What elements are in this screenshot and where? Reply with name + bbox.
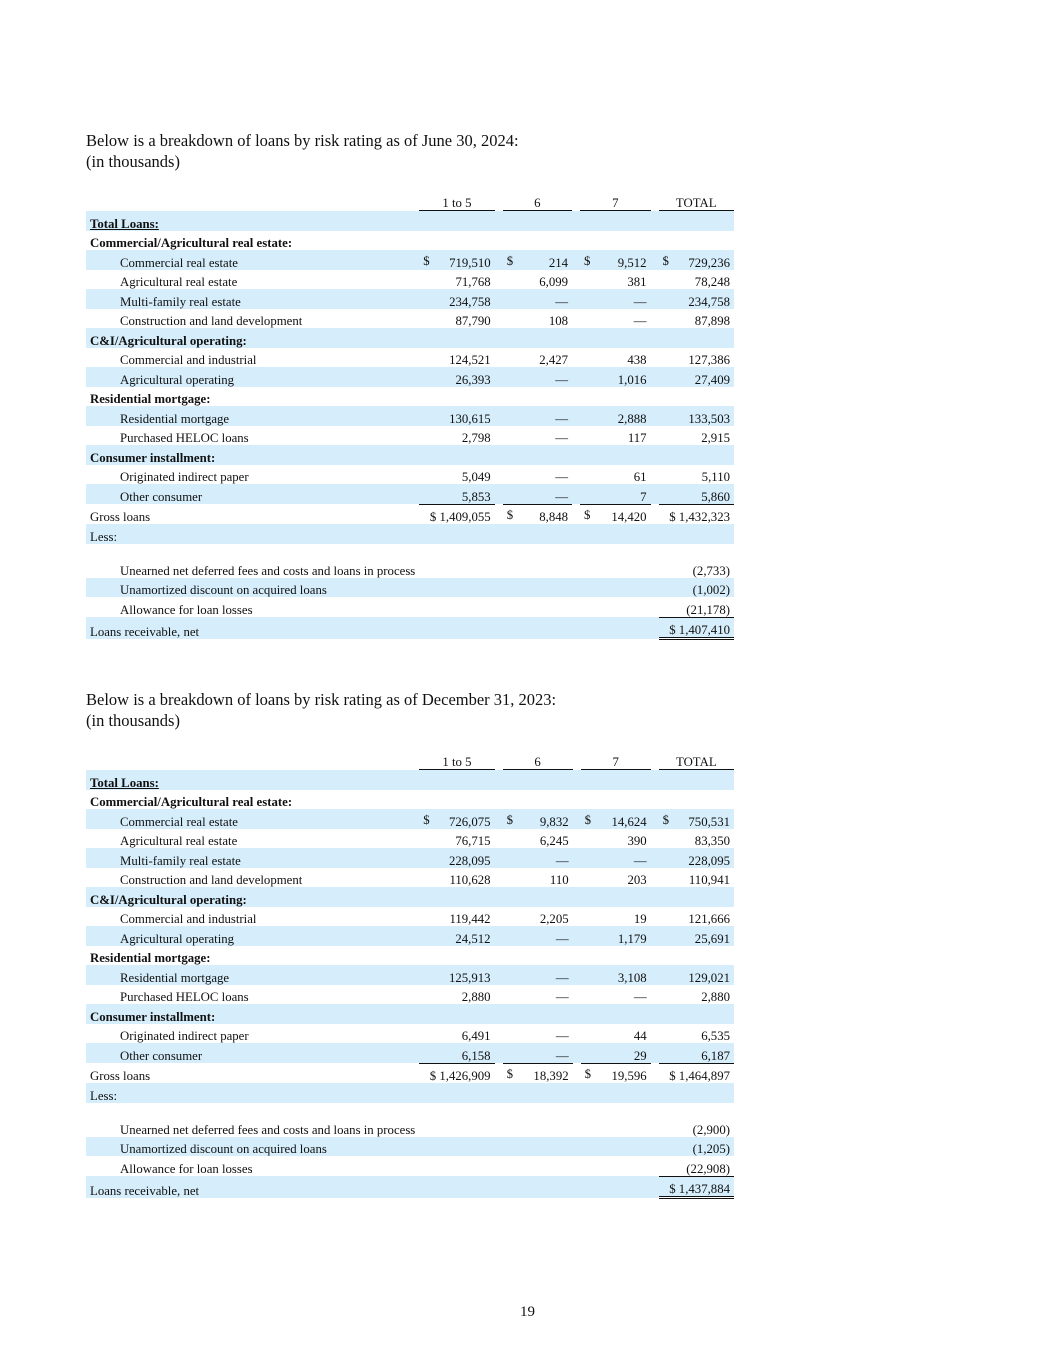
section-header: C&I/Agricultural operating: bbox=[86, 328, 419, 348]
table-row bbox=[86, 465, 734, 485]
row-label: Unearned net deferred fees and costs and loans in process bbox=[120, 563, 416, 578]
table-row bbox=[86, 597, 734, 617]
table-row bbox=[86, 445, 734, 465]
cell-value: 5,110 bbox=[701, 470, 730, 484]
table-row bbox=[86, 907, 734, 927]
table-row bbox=[86, 387, 734, 407]
cell-value: 2,427 bbox=[539, 353, 569, 367]
cell-value: (1,205) bbox=[659, 1137, 734, 1157]
row-label: Agricultural real estate bbox=[120, 275, 238, 289]
cell-value: 125,913 bbox=[419, 965, 494, 985]
column-header-row bbox=[86, 192, 734, 211]
gross-loans-row bbox=[86, 1063, 734, 1083]
row-label: Unearned net deferred fees and costs and loans in process bbox=[120, 1122, 416, 1137]
table-row bbox=[86, 926, 734, 946]
cell-value: 6,187 bbox=[659, 1043, 734, 1063]
section-header: Commercial/Agricultural real estate: bbox=[90, 236, 293, 250]
table-row bbox=[86, 770, 734, 790]
cell-value: 110,628 bbox=[449, 873, 491, 887]
cell-value: 228,095 bbox=[659, 848, 734, 868]
table-row bbox=[86, 348, 734, 368]
cell-value: 2,915 bbox=[701, 431, 730, 445]
row-label: Unamortized discount on acquired loans bbox=[86, 1137, 419, 1157]
table-row bbox=[86, 270, 734, 290]
cell-value: (21,178) bbox=[686, 602, 730, 617]
net-loans-row bbox=[86, 617, 734, 639]
row-label: Total Loans: bbox=[86, 770, 419, 790]
cell-value: (1,002) bbox=[659, 578, 734, 598]
cell-value: 71,768 bbox=[455, 275, 491, 289]
row-label: Gross loans bbox=[90, 1069, 151, 1083]
cell-value: 121,666 bbox=[688, 912, 730, 926]
table-row bbox=[86, 946, 734, 966]
cell-value: 130,615 bbox=[419, 406, 494, 426]
section-header: Consumer installment: bbox=[86, 1004, 419, 1024]
cell-value: $ 8,848 bbox=[503, 504, 572, 524]
section-intro bbox=[86, 130, 786, 172]
row-label: Unamortized discount on acquired loans bbox=[86, 578, 419, 598]
cell-value: — bbox=[555, 470, 569, 484]
cell-value: 5,049 bbox=[461, 470, 491, 484]
cell-value: $ 19,596 bbox=[581, 1063, 651, 1083]
cell-value: 6,491 bbox=[461, 1029, 491, 1043]
table-row bbox=[86, 231, 734, 251]
cell-value: — bbox=[581, 848, 651, 868]
cell-value: — bbox=[555, 431, 569, 445]
row-label: Agricultural operating bbox=[86, 367, 419, 387]
cell-value: (2,733) bbox=[692, 563, 730, 578]
row-label: Purchased HELOC loans bbox=[120, 990, 249, 1004]
cell-value: $ 719,510 bbox=[419, 250, 494, 270]
column-header: 1 to 5 bbox=[419, 751, 494, 770]
row-label: Multi-family real estate bbox=[86, 848, 419, 868]
cell-value: $ 9,832 bbox=[503, 809, 573, 829]
row-label: Allowance for loan losses bbox=[120, 1162, 253, 1176]
cell-value: $ 729,236 bbox=[659, 250, 734, 270]
row-label: Commercial and industrial bbox=[120, 912, 257, 926]
cell-value: $ 750,531 bbox=[659, 809, 734, 829]
cell-value: 25,691 bbox=[659, 926, 734, 946]
cell-value: 133,503 bbox=[659, 406, 734, 426]
cell-value: 24,512 bbox=[419, 926, 494, 946]
cell-value: $ 1,409,055 bbox=[419, 504, 494, 524]
cell-value: $ 1,437,884 bbox=[659, 1176, 734, 1198]
cell-value: 110 bbox=[549, 873, 569, 887]
cell-value: $ 214 bbox=[503, 250, 572, 270]
risk-rating-section-june-2024 bbox=[86, 130, 786, 640]
section-header: Consumer installment: bbox=[86, 445, 419, 465]
cell-value: — bbox=[503, 848, 573, 868]
cell-value: 61 bbox=[633, 470, 647, 484]
cell-value: — bbox=[633, 990, 647, 1004]
cell-value: — bbox=[503, 367, 572, 387]
cell-value: 6,245 bbox=[539, 834, 569, 848]
table-row bbox=[86, 1024, 734, 1044]
cell-value: 1,179 bbox=[581, 926, 651, 946]
cell-value: 108 bbox=[548, 314, 569, 328]
net-loans-row bbox=[86, 1176, 734, 1198]
cell-value: (2,900) bbox=[692, 1122, 730, 1137]
row-label: Multi-family real estate bbox=[86, 289, 419, 309]
table-row bbox=[86, 544, 734, 578]
row-label: Originated indirect paper bbox=[120, 1029, 249, 1043]
cell-value: 2,880 bbox=[701, 990, 730, 1004]
column-header: 7 bbox=[580, 192, 651, 211]
table-row bbox=[86, 829, 734, 849]
risk-rating-section-dec-2023 bbox=[86, 689, 786, 1199]
units-note: (in thousands) bbox=[86, 152, 180, 171]
row-label: Construction and land development bbox=[120, 873, 303, 887]
page-number: 19 bbox=[520, 1304, 535, 1320]
table-row bbox=[86, 578, 734, 598]
row-label: Construction and land development bbox=[120, 314, 303, 328]
cell-value: 6,535 bbox=[701, 1029, 730, 1043]
cell-value: $ 1,407,410 bbox=[659, 617, 734, 639]
loans-risk-rating-table bbox=[86, 192, 734, 640]
cell-value: — bbox=[503, 965, 573, 985]
table-row bbox=[86, 965, 734, 985]
row-label: Less: bbox=[86, 524, 419, 544]
intro-text: Below is a breakdown of loans by risk rating as of June 30, 2024: bbox=[86, 131, 519, 150]
cell-value: 2,205 bbox=[539, 912, 569, 926]
column-header: 6 bbox=[503, 192, 572, 211]
cell-value: 87,790 bbox=[455, 314, 491, 328]
cell-value: 124,521 bbox=[449, 353, 491, 367]
row-label: Residential mortgage bbox=[86, 965, 419, 985]
cell-value: — bbox=[555, 990, 569, 1004]
cell-value: 3,108 bbox=[581, 965, 651, 985]
column-header: TOTAL bbox=[659, 192, 734, 211]
table-row bbox=[86, 211, 734, 231]
row-label: Originated indirect paper bbox=[120, 470, 249, 484]
row-label: Purchased HELOC loans bbox=[120, 431, 249, 445]
cell-value: 2,888 bbox=[580, 406, 651, 426]
loans-risk-rating-table bbox=[86, 751, 734, 1199]
row-label: Residential mortgage bbox=[86, 406, 419, 426]
row-label: Commercial real estate bbox=[86, 809, 419, 829]
column-header-row bbox=[86, 751, 734, 770]
cell-value: 78,248 bbox=[694, 275, 730, 289]
cell-value: 6,099 bbox=[539, 275, 569, 289]
row-label: Other consumer bbox=[86, 1043, 419, 1063]
table-row bbox=[86, 426, 734, 446]
cell-value: 27,409 bbox=[659, 367, 734, 387]
cell-value: 234,758 bbox=[419, 289, 494, 309]
cell-value: 5,860 bbox=[659, 484, 734, 504]
cell-value: 26,393 bbox=[419, 367, 494, 387]
cell-value: 2,798 bbox=[461, 431, 491, 445]
cell-value: $ 726,075 bbox=[419, 809, 494, 829]
column-header: 1 to 5 bbox=[419, 192, 494, 211]
cell-value: 87,898 bbox=[694, 314, 730, 328]
row-label: Agricultural real estate bbox=[120, 834, 238, 848]
cell-value: 117 bbox=[627, 431, 647, 445]
cell-value: — bbox=[555, 1029, 569, 1043]
cell-value: 438 bbox=[627, 353, 647, 367]
table-row bbox=[86, 524, 734, 544]
cell-value: $ 1,426,909 bbox=[419, 1063, 494, 1083]
table-row bbox=[86, 790, 734, 810]
cell-value: $ 1,432,323 bbox=[659, 504, 734, 524]
table-row bbox=[86, 406, 734, 426]
row-label: Loans receivable, net bbox=[86, 617, 419, 639]
table-row bbox=[86, 887, 734, 907]
cell-value: 76,715 bbox=[455, 834, 491, 848]
cell-value: (22,908) bbox=[686, 1161, 730, 1176]
column-header: 7 bbox=[581, 751, 651, 770]
cell-value: — bbox=[503, 406, 572, 426]
table-row bbox=[86, 289, 734, 309]
table-row bbox=[86, 1103, 734, 1137]
cell-value: 7 bbox=[580, 484, 651, 504]
row-label: Less: bbox=[86, 1083, 419, 1103]
cell-value: — bbox=[633, 314, 647, 328]
cell-value: 1,016 bbox=[580, 367, 651, 387]
cell-value: 110,941 bbox=[688, 873, 730, 887]
cell-value: 203 bbox=[627, 873, 647, 887]
row-label: Other consumer bbox=[86, 484, 419, 504]
table-row bbox=[86, 328, 734, 348]
cell-value: $ 9,512 bbox=[580, 250, 651, 270]
cell-value: $ 14,624 bbox=[581, 809, 651, 829]
table-row bbox=[86, 1004, 734, 1024]
column-header: TOTAL bbox=[659, 751, 734, 770]
row-label: Total Loans: bbox=[86, 211, 419, 231]
row-label: Allowance for loan losses bbox=[120, 603, 253, 617]
cell-value: 83,350 bbox=[694, 834, 730, 848]
cell-value: — bbox=[503, 484, 572, 504]
table-row bbox=[86, 1043, 734, 1063]
table-row bbox=[86, 809, 734, 829]
cell-value: 228,095 bbox=[419, 848, 494, 868]
table-row bbox=[86, 1083, 734, 1103]
row-label: Gross loans bbox=[90, 510, 151, 524]
cell-value: 6,158 bbox=[419, 1043, 494, 1063]
cell-value: 2,880 bbox=[461, 990, 491, 1004]
table-row bbox=[86, 367, 734, 387]
units-note: (in thousands) bbox=[86, 711, 180, 730]
cell-value: 44 bbox=[633, 1029, 647, 1043]
section-intro bbox=[86, 689, 786, 731]
table-row bbox=[86, 985, 734, 1005]
table-row bbox=[86, 1137, 734, 1157]
cell-value: 119,442 bbox=[449, 912, 491, 926]
cell-value: 19 bbox=[633, 912, 647, 926]
cell-value: — bbox=[580, 289, 651, 309]
row-label: Commercial and industrial bbox=[120, 353, 257, 367]
cell-value: 234,758 bbox=[659, 289, 734, 309]
table-row bbox=[86, 309, 734, 329]
cell-value: 381 bbox=[627, 275, 647, 289]
cell-value: 390 bbox=[627, 834, 647, 848]
table-row bbox=[86, 484, 734, 504]
cell-value: $ 18,392 bbox=[503, 1063, 573, 1083]
cell-value: 5,853 bbox=[419, 484, 494, 504]
row-label: Commercial real estate bbox=[86, 250, 419, 270]
table-row bbox=[86, 1156, 734, 1176]
cell-value: — bbox=[503, 289, 572, 309]
table-row bbox=[86, 848, 734, 868]
cell-value: 127,386 bbox=[688, 353, 730, 367]
gross-loans-row bbox=[86, 504, 734, 524]
cell-value: $ 1,464,897 bbox=[659, 1063, 734, 1083]
cell-value: 129,021 bbox=[659, 965, 734, 985]
table-row bbox=[86, 868, 734, 888]
cell-value: 29 bbox=[581, 1043, 651, 1063]
intro-text: Below is a breakdown of loans by risk rating as of December 31, 2023: bbox=[86, 690, 557, 709]
table-row bbox=[86, 250, 734, 270]
row-label: Loans receivable, net bbox=[86, 1176, 419, 1198]
cell-value: $ 14,420 bbox=[580, 504, 651, 524]
cell-value: — bbox=[503, 926, 573, 946]
section-header: Residential mortgage: bbox=[90, 951, 211, 965]
section-header: Commercial/Agricultural real estate: bbox=[90, 795, 293, 809]
section-header: C&I/Agricultural operating: bbox=[86, 887, 419, 907]
cell-value: — bbox=[503, 1043, 573, 1063]
row-label: Agricultural operating bbox=[86, 926, 419, 946]
column-header: 6 bbox=[503, 751, 573, 770]
section-header: Residential mortgage: bbox=[90, 392, 211, 406]
